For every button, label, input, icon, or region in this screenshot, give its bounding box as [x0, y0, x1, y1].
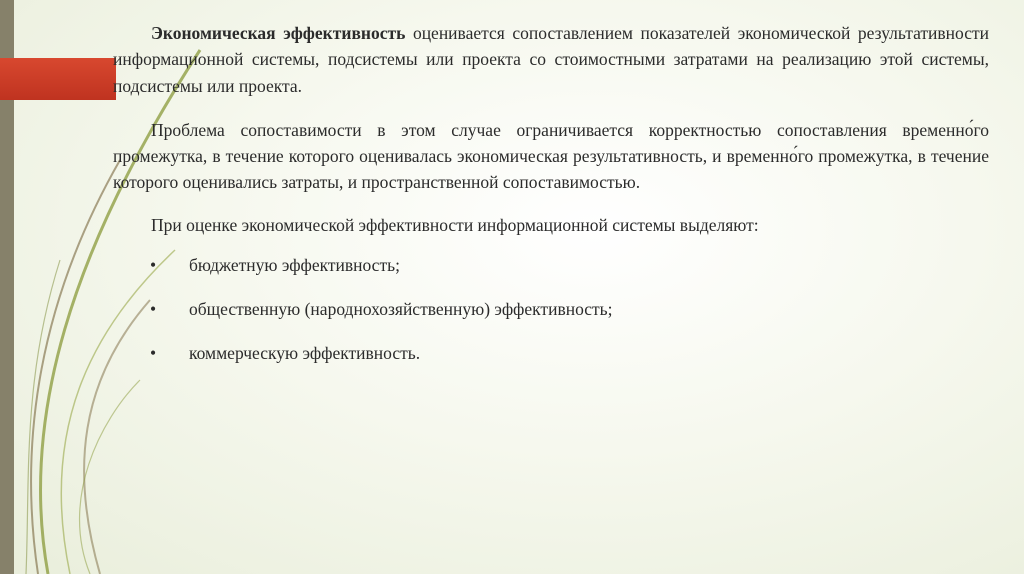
bullet-icon: • [150, 299, 157, 319]
list-item [113, 252, 989, 278]
list-item-text: бюджетную эффективность; [189, 254, 400, 275]
slide-body [113, 20, 989, 385]
paragraph-comparability: Проблема сопоставимости в этом случае ограничивается корректностью сопоставления временно́го промежутка, в течение которого оценивалась экономическая результативность, и временно́го промежутка, в течение которого оценивались затраты, и пространственной сопоставимостью. [113, 119, 989, 193]
paragraph-definition [113, 20, 989, 99]
bullet-icon: • [150, 254, 157, 275]
efficiency-types-list [113, 252, 989, 367]
list-item-text: общественную (народнохозяйственную) эффективность; [189, 299, 613, 319]
term-word-2: эффективность [283, 23, 406, 43]
term-word-1: Экономическая [151, 23, 276, 43]
paragraph-types-intro: При оценке экономической эффективности информационной системы выделяют: [151, 214, 759, 235]
list-item [113, 296, 989, 322]
definition-text: оценивается сопоставлением показателей экономической результативности информационной системы, подсистемы или проекта со стоимостными затратами на реализацию этой системы, подсистемы или проекта. [113, 23, 990, 96]
bullet-icon: • [150, 343, 157, 364]
list-item [113, 340, 989, 366]
red-accent-tab [0, 58, 116, 100]
list-item-text: коммерческую эффективность. [189, 343, 421, 364]
